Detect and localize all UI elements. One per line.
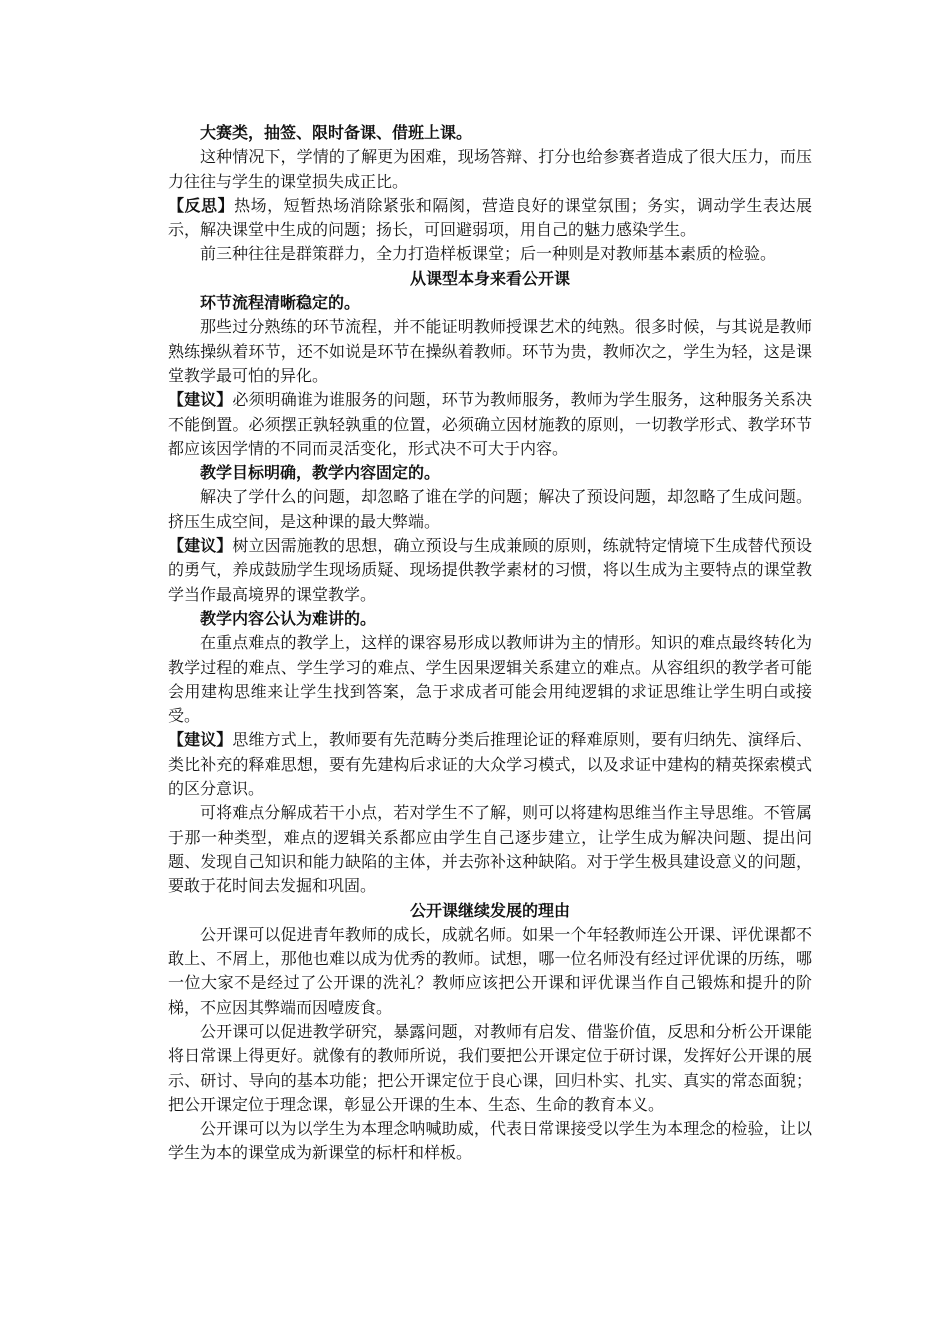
suggestion-text: 树立因需施教的思想，确立预设与生成兼顾的原则，练就特定情境下生成替代预设的勇气，养成鼓励学生现场质疑、现场提供教学素材的习惯，将以生成为主要特点的课堂教学当作最高境界的课堂教学。 bbox=[168, 536, 812, 604]
subheading: 教学目标明确，教学内容固定的。 bbox=[200, 463, 441, 483]
contest-lead: 大赛类，抽签、限时备课、借班上课。 bbox=[200, 123, 473, 142]
suggestion-paragraph bbox=[168, 388, 812, 461]
paragraph: 前三种往往是群策群力，全力打造样板课堂；后一种则是对教师基本素质的检验。 bbox=[200, 244, 777, 264]
paragraph: 那些过分熟练的环节流程，并不能证明教师授课艺术的纯熟。很多时候，与其说是教师熟练操纵着环节，还不如说是环节在操纵着教师。环节为贵，教师次之，学生为轻，这是课堂教学最可怕的异化。 bbox=[168, 317, 812, 385]
document-body bbox=[168, 121, 812, 1166]
reflection-paragraph bbox=[168, 194, 812, 243]
section-heading: 公开课继续发展的理由 bbox=[409, 900, 570, 920]
subheading: 教学内容公认为难讲的。 bbox=[200, 608, 377, 628]
section-heading: 从课型本身来看公开课 bbox=[409, 268, 570, 288]
suggestion-paragraph bbox=[168, 728, 812, 801]
suggestion-paragraph bbox=[168, 534, 812, 607]
suggestion-tag: 【建议】 bbox=[168, 390, 233, 410]
paragraph: 公开课可以为以学生为本理念呐喊助威，代表日常课接受以学生为本理念的检验，让以学生为本的课堂成为新课堂的标杆和样板。 bbox=[168, 1119, 812, 1163]
paragraph: 公开课可以促进教学研究，暴露问题，对教师有启发、借鉴价值，反思和分析公开课能将日常课上得更好。就像有的教师所说，我们要把公开课定位于研讨课，发挥好公开课的展示、研讨、导向的基本功能；把公开课定位于良心课，回归朴实、扎实、真实的常态面貌；把公开课定位于理念课，彰显公开课的生本、生态、生命的教育本义。 bbox=[168, 1021, 812, 1114]
suggestion-text: 思维方式上，教师要有先范畴分类后推理论证的释难原则，要有归纳先、演绎后、类比补充的释难思想，要有先建构后求证的大众学习模式，以及求证中建构的精英探索模式的区分意识。 bbox=[168, 730, 812, 799]
paragraph: 这种情况下，学情的了解更为困难，现场答辩、打分也给参赛者造成了很大压力，而压力往往与学生的课堂损失成正比。 bbox=[168, 147, 812, 191]
suggestion-text: 必须明确谁为谁服务的问题，环节为教师服务，教师为学生服务，这种服务关系决不能倒置。必须摆正孰轻孰重的位置，必须确立因材施教的原则，一切教学形式、教学环节都应该因学情的不同而灵活变化，形式决不可大于内容。 bbox=[168, 390, 812, 458]
paragraph: 解决了学什么的问题，却忽略了谁在学的问题；解决了预设问题，却忽略了生成问题。挤压生成空间，是这种课的最大弊端。 bbox=[168, 487, 812, 531]
paragraph: 可将难点分解成若干小点，若对学生不了解，则可以将建构思维当作主导思维。不管属于那一种类型，难点的逻辑关系都应由学生自己逐步建立，让学生成为解决问题、提出问题、发现自己知识和能力缺陷的主体，并去弥补这种缺陷。对于学生极具建设意义的问题，要敢于花时间去发掘和巩固。 bbox=[168, 803, 812, 896]
subheading: 环节流程清晰稳定的。 bbox=[200, 293, 361, 313]
suggestion-tag: 【建议】 bbox=[168, 730, 233, 750]
reflection-text: 热场，短暂热场消除紧张和隔阂，营造良好的课堂氛围；务实，调动学生表达展示，解决课堂中生成的问题；扬长，可回避弱项，用自己的魅力感染学生。 bbox=[168, 195, 812, 240]
paragraph: 在重点难点的教学上，这样的课容易形成以教师讲为主的情形。知识的难点最终转化为教学过程的难点、学生学习的难点、学生因果逻辑关系建立的难点。从容组织的教学者可能会用建构思维来让学生找到答案，急于求成者可能会用纯逻辑的求证思维让学生明白或接受。 bbox=[168, 633, 812, 726]
reflection-tag: 【反思】 bbox=[168, 195, 235, 215]
suggestion-tag: 【建议】 bbox=[168, 536, 233, 556]
paragraph: 公开课可以促进青年教师的成长，成就名师。如果一个年轻教师连公开课、评优课都不敢上、不屑上，那他也难以成为优秀的教师。试想，哪一位名师没有经过评优课的历练，哪一位大家不是经过了公开课的洗礼？教师应该把公开课和评优课当作自己锻炼和提升的阶梯，不应因其弊端而因噎废食。 bbox=[168, 924, 812, 1017]
